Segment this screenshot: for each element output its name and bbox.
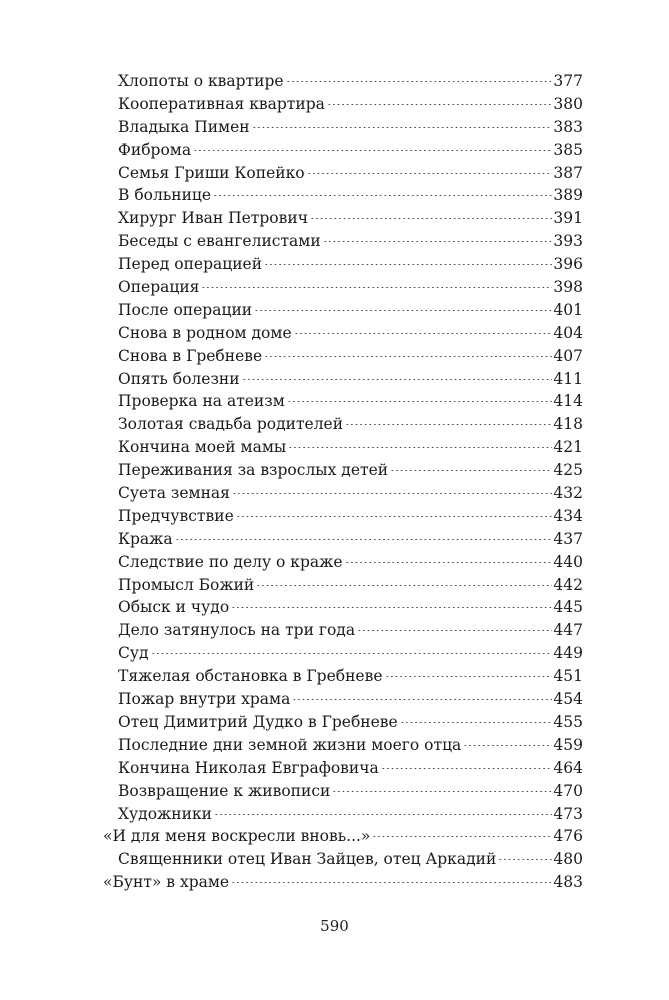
toc-entry — [103, 322, 583, 345]
dot-leader — [294, 326, 553, 334]
toc-entry-title: Беседы с евангелистами — [118, 232, 321, 251]
toc-entry — [103, 688, 583, 711]
toc-entry — [103, 459, 583, 482]
toc-entry-title: Художники — [118, 804, 212, 823]
toc-entry — [103, 482, 583, 505]
toc-entry-title: Семья Гриши Копейко — [118, 163, 305, 182]
dot-leader — [390, 463, 552, 471]
dot-leader — [193, 143, 552, 151]
dot-leader — [242, 372, 553, 380]
dot-leader — [231, 875, 552, 883]
toc-entry — [103, 596, 583, 619]
toc-entry-title: Кража — [118, 529, 173, 548]
toc-entry — [103, 345, 583, 368]
table-of-contents — [103, 70, 583, 894]
toc-entry-title: Кооперативная квартира — [118, 94, 325, 113]
toc-entry-page: 396 — [553, 255, 583, 274]
toc-entry-page: 434 — [553, 506, 583, 525]
dot-leader — [357, 623, 552, 631]
toc-entry-page: 464 — [553, 758, 583, 777]
toc-entry-page: 470 — [553, 781, 583, 800]
toc-entry — [103, 665, 583, 688]
toc-entry — [103, 184, 583, 207]
toc-entry-title: «И для меня воскресли вновь...» — [103, 827, 371, 846]
toc-entry-title: Владыка Пимен — [118, 117, 250, 136]
toc-entry-page: 442 — [553, 575, 583, 594]
dot-leader — [463, 738, 552, 746]
toc-entry-page: 418 — [553, 415, 583, 434]
toc-entry-page: 401 — [553, 300, 583, 319]
toc-entry — [103, 276, 583, 299]
toc-entry-page: 385 — [553, 140, 583, 159]
dot-leader — [498, 852, 552, 860]
dot-leader — [327, 97, 553, 105]
dot-leader — [232, 486, 552, 494]
toc-entry — [103, 436, 583, 459]
dot-leader — [254, 303, 552, 311]
toc-entry — [103, 390, 583, 413]
toc-entry-title: Кончина Николая Евграфовича — [118, 758, 379, 777]
toc-entry — [103, 619, 583, 642]
toc-entry-page: 473 — [553, 804, 583, 823]
dot-leader — [310, 211, 552, 219]
dot-leader — [385, 669, 553, 677]
dot-leader — [372, 829, 552, 837]
dot-leader — [292, 692, 552, 700]
toc-entry-title: Кончина моей мамы — [118, 438, 287, 457]
toc-entry-page: 480 — [553, 850, 583, 869]
toc-entry-title: Переживания за взрослых детей — [118, 461, 389, 480]
dot-leader — [252, 120, 553, 128]
toc-entry — [103, 230, 583, 253]
toc-entry — [103, 528, 583, 551]
toc-entry — [103, 93, 583, 116]
toc-entry-title: «Бунт» в храме — [103, 873, 230, 892]
toc-entry — [103, 162, 583, 185]
dot-leader — [332, 784, 552, 792]
toc-entry-title: Перед операцией — [118, 255, 263, 274]
toc-entry-page: 447 — [553, 621, 583, 640]
toc-entry — [103, 825, 583, 848]
dot-leader — [201, 280, 552, 288]
toc-entry-title: Предчувствие — [118, 506, 234, 525]
toc-entry — [103, 642, 583, 665]
dot-leader — [288, 440, 552, 448]
toc-entry-title: Снова в родном доме — [118, 323, 292, 342]
toc-entry-title: Последние дни земной жизни моего отца — [118, 735, 462, 754]
toc-entry-page: 449 — [553, 644, 583, 663]
toc-entry-title: Возвращение к живописи — [118, 781, 331, 800]
toc-entry — [103, 413, 583, 436]
dot-leader — [381, 761, 553, 769]
dot-leader — [286, 74, 553, 82]
dot-leader — [213, 188, 552, 196]
dot-leader — [231, 600, 552, 608]
toc-entry — [103, 757, 583, 780]
toc-entry-page: 451 — [553, 667, 583, 686]
toc-entry-title: Опять болезни — [118, 369, 240, 388]
toc-entry-title: Золотая свадьба родителей — [118, 415, 344, 434]
dot-leader — [323, 234, 553, 242]
dot-leader — [287, 394, 553, 402]
toc-entry-page: 377 — [553, 72, 583, 90]
toc-entry-page: 483 — [553, 873, 583, 892]
toc-entry — [103, 116, 583, 139]
toc-entry — [103, 551, 583, 574]
toc-entry-title: Проверка на атеизм — [118, 392, 285, 411]
toc-entry-page: 445 — [553, 598, 583, 617]
toc-entry-page: 437 — [553, 529, 583, 548]
toc-entry-page: 389 — [553, 186, 583, 205]
toc-entry-page: 414 — [553, 392, 583, 411]
toc-entry-page: 421 — [553, 438, 583, 457]
toc-entry — [103, 871, 583, 894]
toc-entry-title: Следствие по делу о краже — [118, 552, 343, 571]
toc-entry-title: Обыск и чудо — [118, 598, 230, 617]
toc-entry-title: Операция — [118, 278, 200, 297]
toc-entry-title: Дело затянулось на три года — [118, 621, 356, 640]
toc-entry — [103, 70, 583, 93]
toc-entry — [103, 803, 583, 826]
toc-entry — [103, 711, 583, 734]
dot-leader — [264, 257, 552, 265]
dot-leader — [307, 166, 553, 174]
toc-entry-page: 440 — [553, 552, 583, 571]
dot-leader — [264, 349, 552, 357]
toc-entry — [103, 253, 583, 276]
toc-entry — [103, 848, 583, 871]
toc-entry — [103, 368, 583, 391]
toc-entry — [103, 299, 583, 322]
toc-entry-title: Тяжелая обстановка в Гребневе — [118, 667, 383, 686]
toc-entry-page: 387 — [553, 163, 583, 182]
toc-entry — [103, 734, 583, 757]
toc-entry-page: 407 — [553, 346, 583, 365]
toc-entry-page: 404 — [553, 323, 583, 342]
toc-entry-title: Снова в Гребневе — [118, 346, 263, 365]
toc-entry-title: Суд — [118, 644, 149, 663]
dot-leader — [175, 532, 553, 540]
toc-entry-page: 455 — [553, 712, 583, 731]
toc-entry-title: Промысл Божий — [118, 575, 255, 594]
toc-entry-title: Хлопоты о квартире — [118, 72, 284, 90]
toc-entry-page: 383 — [553, 117, 583, 136]
dot-leader — [151, 646, 553, 654]
toc-entry — [103, 505, 583, 528]
toc-entry-page: 411 — [553, 369, 583, 388]
toc-entry — [103, 207, 583, 230]
dot-leader — [345, 417, 552, 425]
toc-entry — [103, 780, 583, 803]
toc-entry-title: Отец Димитрий Дудко в Гребневе — [118, 712, 398, 731]
toc-entry — [103, 574, 583, 597]
toc-entry-title: Суета земная — [118, 484, 230, 503]
toc-entry-title: Священники отец Иван Зайцев, отец Аркадий — [118, 850, 497, 869]
toc-entry-title: Пожар внутри храма — [118, 690, 291, 709]
toc-entry-page: 476 — [553, 827, 583, 846]
toc-entry-title: После операции — [118, 300, 253, 319]
toc-entry-page: 425 — [553, 461, 583, 480]
dot-leader — [236, 509, 553, 517]
toc-entry-page: 432 — [553, 484, 583, 503]
toc-entry-page: 459 — [553, 735, 583, 754]
dot-leader — [400, 715, 553, 723]
toc-entry-title: В больнице — [118, 186, 212, 205]
toc-entry-title: Фиброма — [118, 140, 192, 159]
toc-entry-page: 391 — [553, 209, 583, 228]
dot-leader — [214, 807, 552, 815]
toc-entry-page: 380 — [553, 94, 583, 113]
page-number: 590 — [320, 917, 349, 935]
toc-entry-page: 454 — [553, 690, 583, 709]
dot-leader — [256, 578, 552, 586]
dot-leader — [345, 555, 553, 563]
toc-entry-page: 393 — [553, 232, 583, 251]
toc-entry — [103, 139, 583, 162]
toc-entry-title: Хирург Иван Петрович — [118, 209, 308, 228]
toc-entry-page: 398 — [553, 278, 583, 297]
